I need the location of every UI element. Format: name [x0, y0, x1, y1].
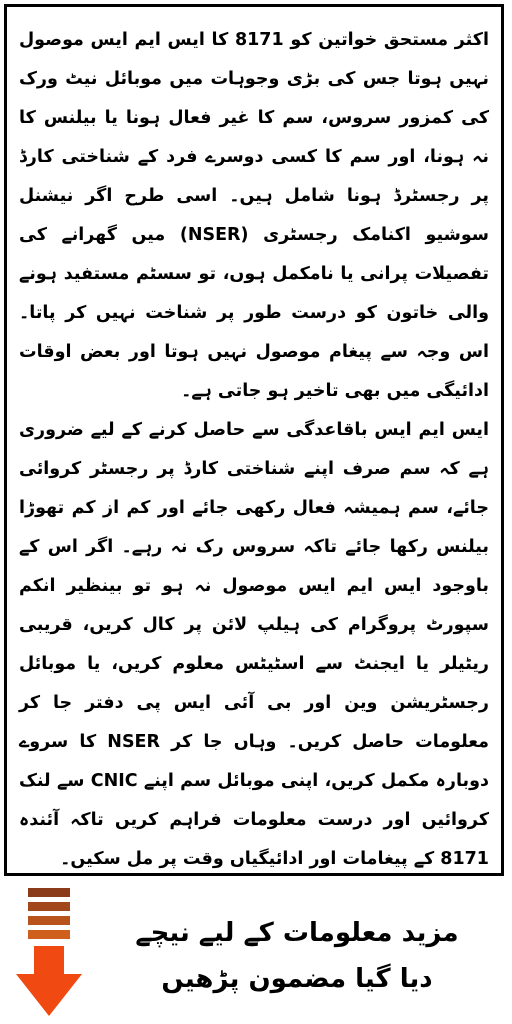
- read-more-text[interactable]: [92, 910, 502, 1002]
- read-more-line-2: دیا گیا مضمون پڑھیں: [161, 964, 433, 994]
- article-paragraph-2: ایس ایم ایس باقاعدگی سے حاصل کرنے کے لیے ضروری ہے کہ سم صرف اپنے شناختی کارڈ پر رجسٹر کروائی جائے، سم ہمیشہ فعال رکھی جائے اور کم از کم تھوڑا بیلنس رکھا جائے تاکہ سروس رک نہ رہے۔ اگر اس کے باوجود ایس ایم ایس موصول نہ ہو تو بینظیر انکم سپورٹ پروگرام کی ہیلپ لائن پر کال کریں، قریبی ریٹیلر یا ایجنٹ سے اسٹیٹس معلوم کریں، یا موبائل رجسٹریشن وین اور بی آئی ایس پی دفتر جا کر معلومات حاصل کریں۔ وہاں جا کر NSER کا سروے دوبارہ مکمل کریں، اپنی موبائل سم اپنے CNIC سے لنک کروائیں اور درست معلومات فراہم کریں تاکہ آئندہ 8171 کے پیغامات اور ادائیگیاں وقت پر مل سکیں۔: [19, 420, 489, 869]
- article-body: [19, 21, 489, 879]
- down-arrow-icon: [14, 886, 84, 1020]
- article-frame: [4, 4, 504, 876]
- article-paragraph-1: اکثر مستحق خواتین کو 8171 کا ایس ایم ایس موصول نہیں ہوتا جس کی بڑی وجوہات میں موبائل نیٹ ورک کی کمزور سروس، سم کا غیر فعال ہونا یا بیلنس کا نہ ہونا، اور سم کا کسی دوسرے فرد کے شناختی کارڈ پر رجسٹرڈ ہونا شامل ہیں۔ اسی طرح اگر نیشنل سوشیو اکنامک رجسٹری (NSER) میں گھرانے کی تفصیلات پرانی یا نامکمل ہوں، تو سسٹم مستفید ہونے والی خاتون کو درست طور پر شناخت نہیں کر پاتا۔ اس وجہ سے پیغام موصول نہیں ہوتا اور بعض اوقات ادائیگی میں بھی تاخیر ہو جاتی ہے۔: [19, 30, 489, 401]
- read-more-banner: [0, 880, 512, 1024]
- read-more-line-1: مزید معلومات کے لیے نیچے: [135, 918, 459, 948]
